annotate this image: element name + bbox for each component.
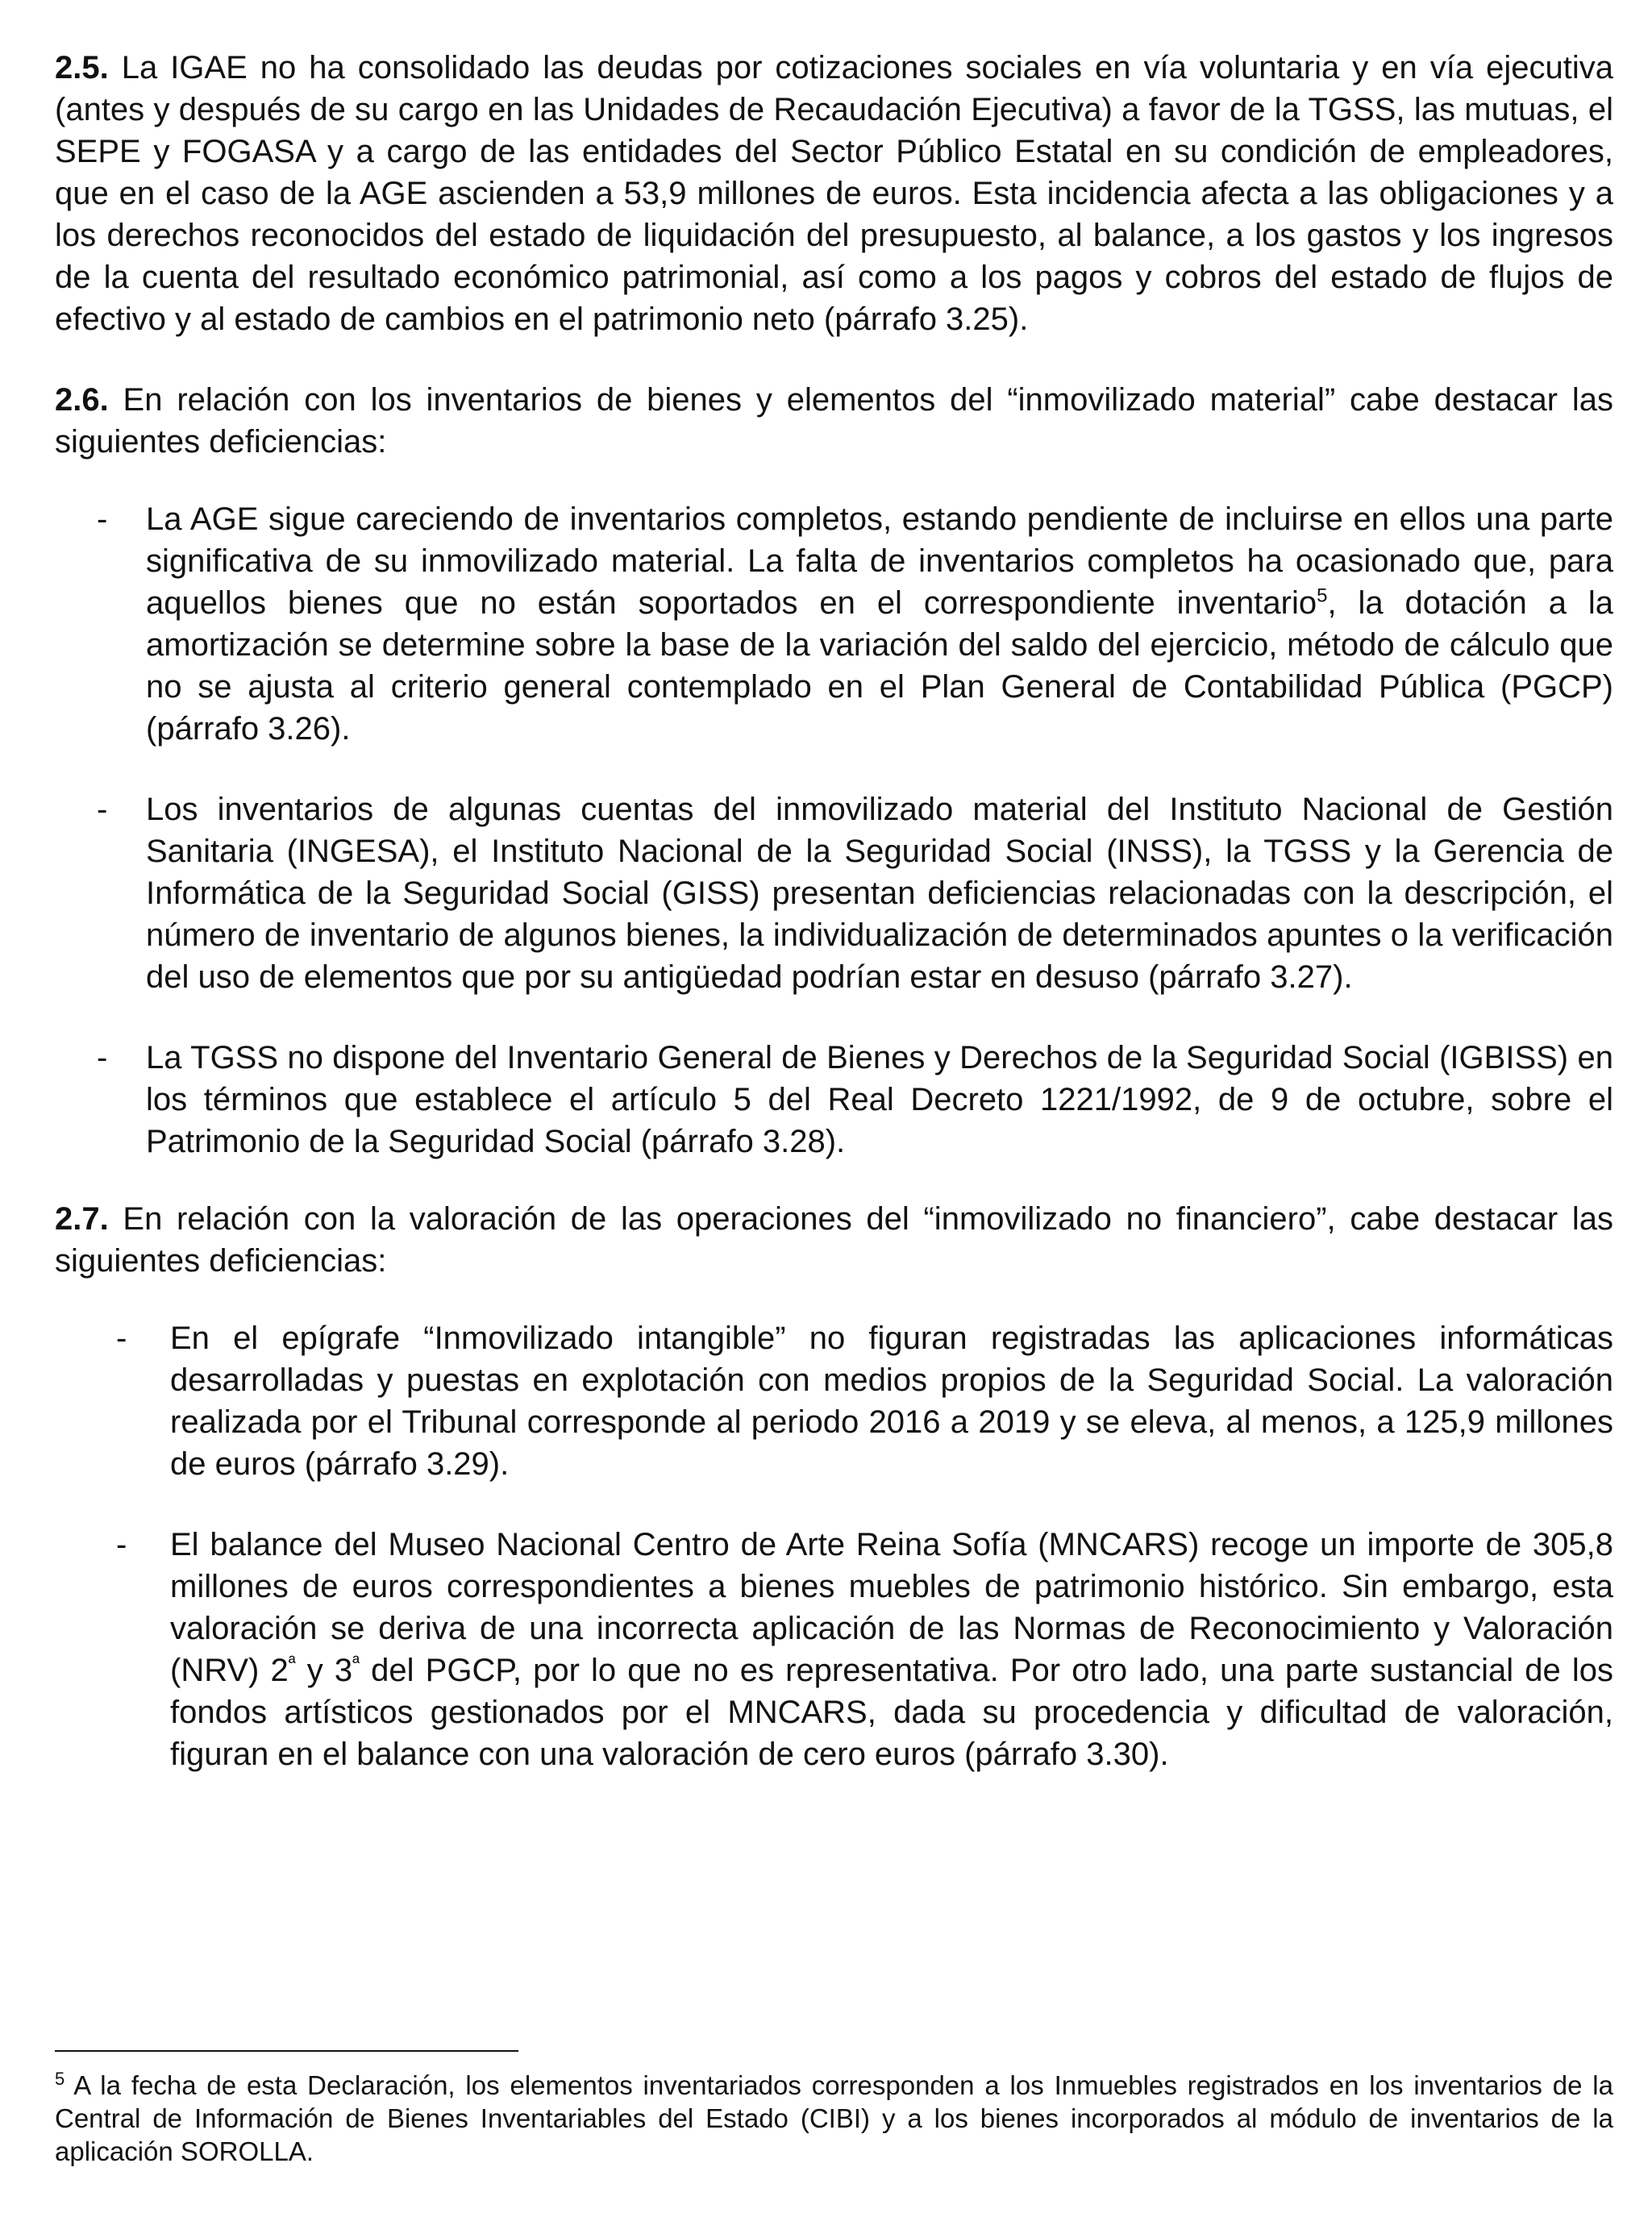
paragraph-2-5 — [55, 47, 1613, 340]
list-item-text: La TGSS no dispone del Inventario General de Bienes y Derechos de la Seguridad Social (IGBISS) en los términos que establece el artículo 5 del Real Decreto 1221/1992, de 9 de octubre, sobre el Patrimonio de la Seguridad Social (párrafo 3.28). — [146, 1040, 1613, 1159]
list-item-text: El balance del Museo Nacional Centro de Arte Reina Sofía (MNCARS) recoge un importe de 305,8 millones de euros correspondientes a bienes muebles de patrimonio histórico. Sin embargo, esta valoración se deriva de una incorrecta aplicación de las Normas de Reconocimiento y Valoración (NRV) 2 — [170, 1527, 1613, 1688]
bullet-list-2-6 — [55, 498, 1613, 1163]
list-item-text: En el epígrafe “Inmovilizado intangible” no figuran registradas las aplicaciones informáticas desarrolladas y puestas en explotación con medios propios de la Seguridad Social. La valoración realizada por el Tribunal corresponde al periodo 2016 a 2019 y se eleva, al menos, a 125,9 millones de euros (párrafo 3.29). — [170, 1321, 1613, 1482]
dash-marker: - — [116, 1527, 127, 1562]
list-item-text: del PGCP, por lo que no es representativa. Por otro lado, una parte sustancial de los fondos artísticos gestionados por el MNCARS, dada su procedencia y dificultad de valoración, figuran en el balance con una valoración de cero euros (párrafo 3.30). — [170, 1653, 1613, 1772]
footnote — [55, 2069, 1613, 2168]
list-item — [55, 1317, 1613, 1485]
dash-marker: - — [116, 1321, 127, 1356]
paragraph-2-7 — [55, 1198, 1613, 1282]
paragraph-number: 2.6. — [55, 382, 109, 418]
list-item — [55, 788, 1613, 998]
paragraph-number: 2.7. — [55, 1201, 109, 1237]
list-item — [55, 1037, 1613, 1163]
dash-marker: - — [97, 792, 108, 827]
ordinal-superscript: ª — [288, 1652, 296, 1674]
dash-marker: - — [97, 1040, 108, 1075]
list-item-text: La AGE sigue careciendo de inventarios completos, estando pendiente de incluirse en ellos una parte significativa de su inmovilizado material. La falta de inventarios completos ha ocasionado que, para aquellos bienes que no están soportados en el correspondiente inventario — [146, 501, 1613, 621]
paragraph-number: 2.5. — [55, 50, 109, 85]
list-item-text: y 3 — [295, 1653, 353, 1688]
ordinal-superscript: ª — [352, 1652, 360, 1674]
list-item-text: Los inventarios de algunas cuentas del inmovilizado material del Instituto Nacional de Gestión Sanitaria (INGESA), el Instituto Nacional de la Seguridad Social (INSS), la TGSS y la Gerencia de Informática de la Seguridad Social (GISS) presentan deficiencias relacionadas con la descripción, el número de inventario de algunos bienes, la individualización de determinados apuntes o la verificación del uso de elementos que por su antigüedad podrían estar en desuso (párrafo 3.27). — [146, 792, 1613, 995]
dash-marker: - — [97, 501, 108, 537]
footnote-mark: 5 — [55, 2069, 65, 2089]
footnote-text: A la fecha de esta Declaración, los elementos inventariados corresponden a los Inmuebles registrados en los inventarios de la Central de Información de Bienes Inventariables del Estado (CIBI) y a los bienes incorporados al módulo de inventarios de la aplicación SOROLLA. — [55, 2070, 1613, 2166]
footnote-reference[interactable]: 5 — [1317, 584, 1328, 607]
paragraph-text: En relación con los inventarios de bienes y elementos del “inmovilizado material” cabe destacar las siguientes deficiencias: — [55, 382, 1613, 460]
list-item — [55, 498, 1613, 750]
document-body — [55, 47, 1613, 1814]
list-item — [55, 1524, 1613, 1775]
footnote-separator — [55, 2050, 518, 2052]
paragraph-text: La IGAE no ha consolidado las deudas por cotizaciones sociales en vía voluntaria y en vía ejecutiva (antes y después de su cargo en las Unidades de Recaudación Ejecutiva) a favor de la TGSS, las mutuas, el SEPE y FOGASA y a cargo de las entidades del Sector Público Estatal en su condición de empleadores, que en el caso de la AGE ascienden a 53,9 millones de euros. Esta incidencia afecta a las obligaciones y a los derechos reconocidos del estado de liquidación del presupuesto, al balance, a los gastos y los ingresos de la cuenta del resultado económico patrimonial, así como a los pagos y cobros del estado de flujos de efectivo y al estado de cambios en el patrimonio neto (párrafo 3.25). — [55, 50, 1613, 337]
list-item-text: , la dotación a la amortización se determine sobre la base de la variación del saldo del ejercicio, método de cálculo que no se ajusta al criterio general contemplado en el Plan General de Contabilidad Pública (PGCP) (párrafo 3.26). — [146, 585, 1613, 747]
bullet-list-2-7 — [55, 1317, 1613, 1775]
paragraph-text: En relación con la valoración de las operaciones del “inmovilizado no financiero”, cabe destacar las siguientes deficiencias: — [55, 1201, 1613, 1279]
paragraph-2-6 — [55, 379, 1613, 463]
